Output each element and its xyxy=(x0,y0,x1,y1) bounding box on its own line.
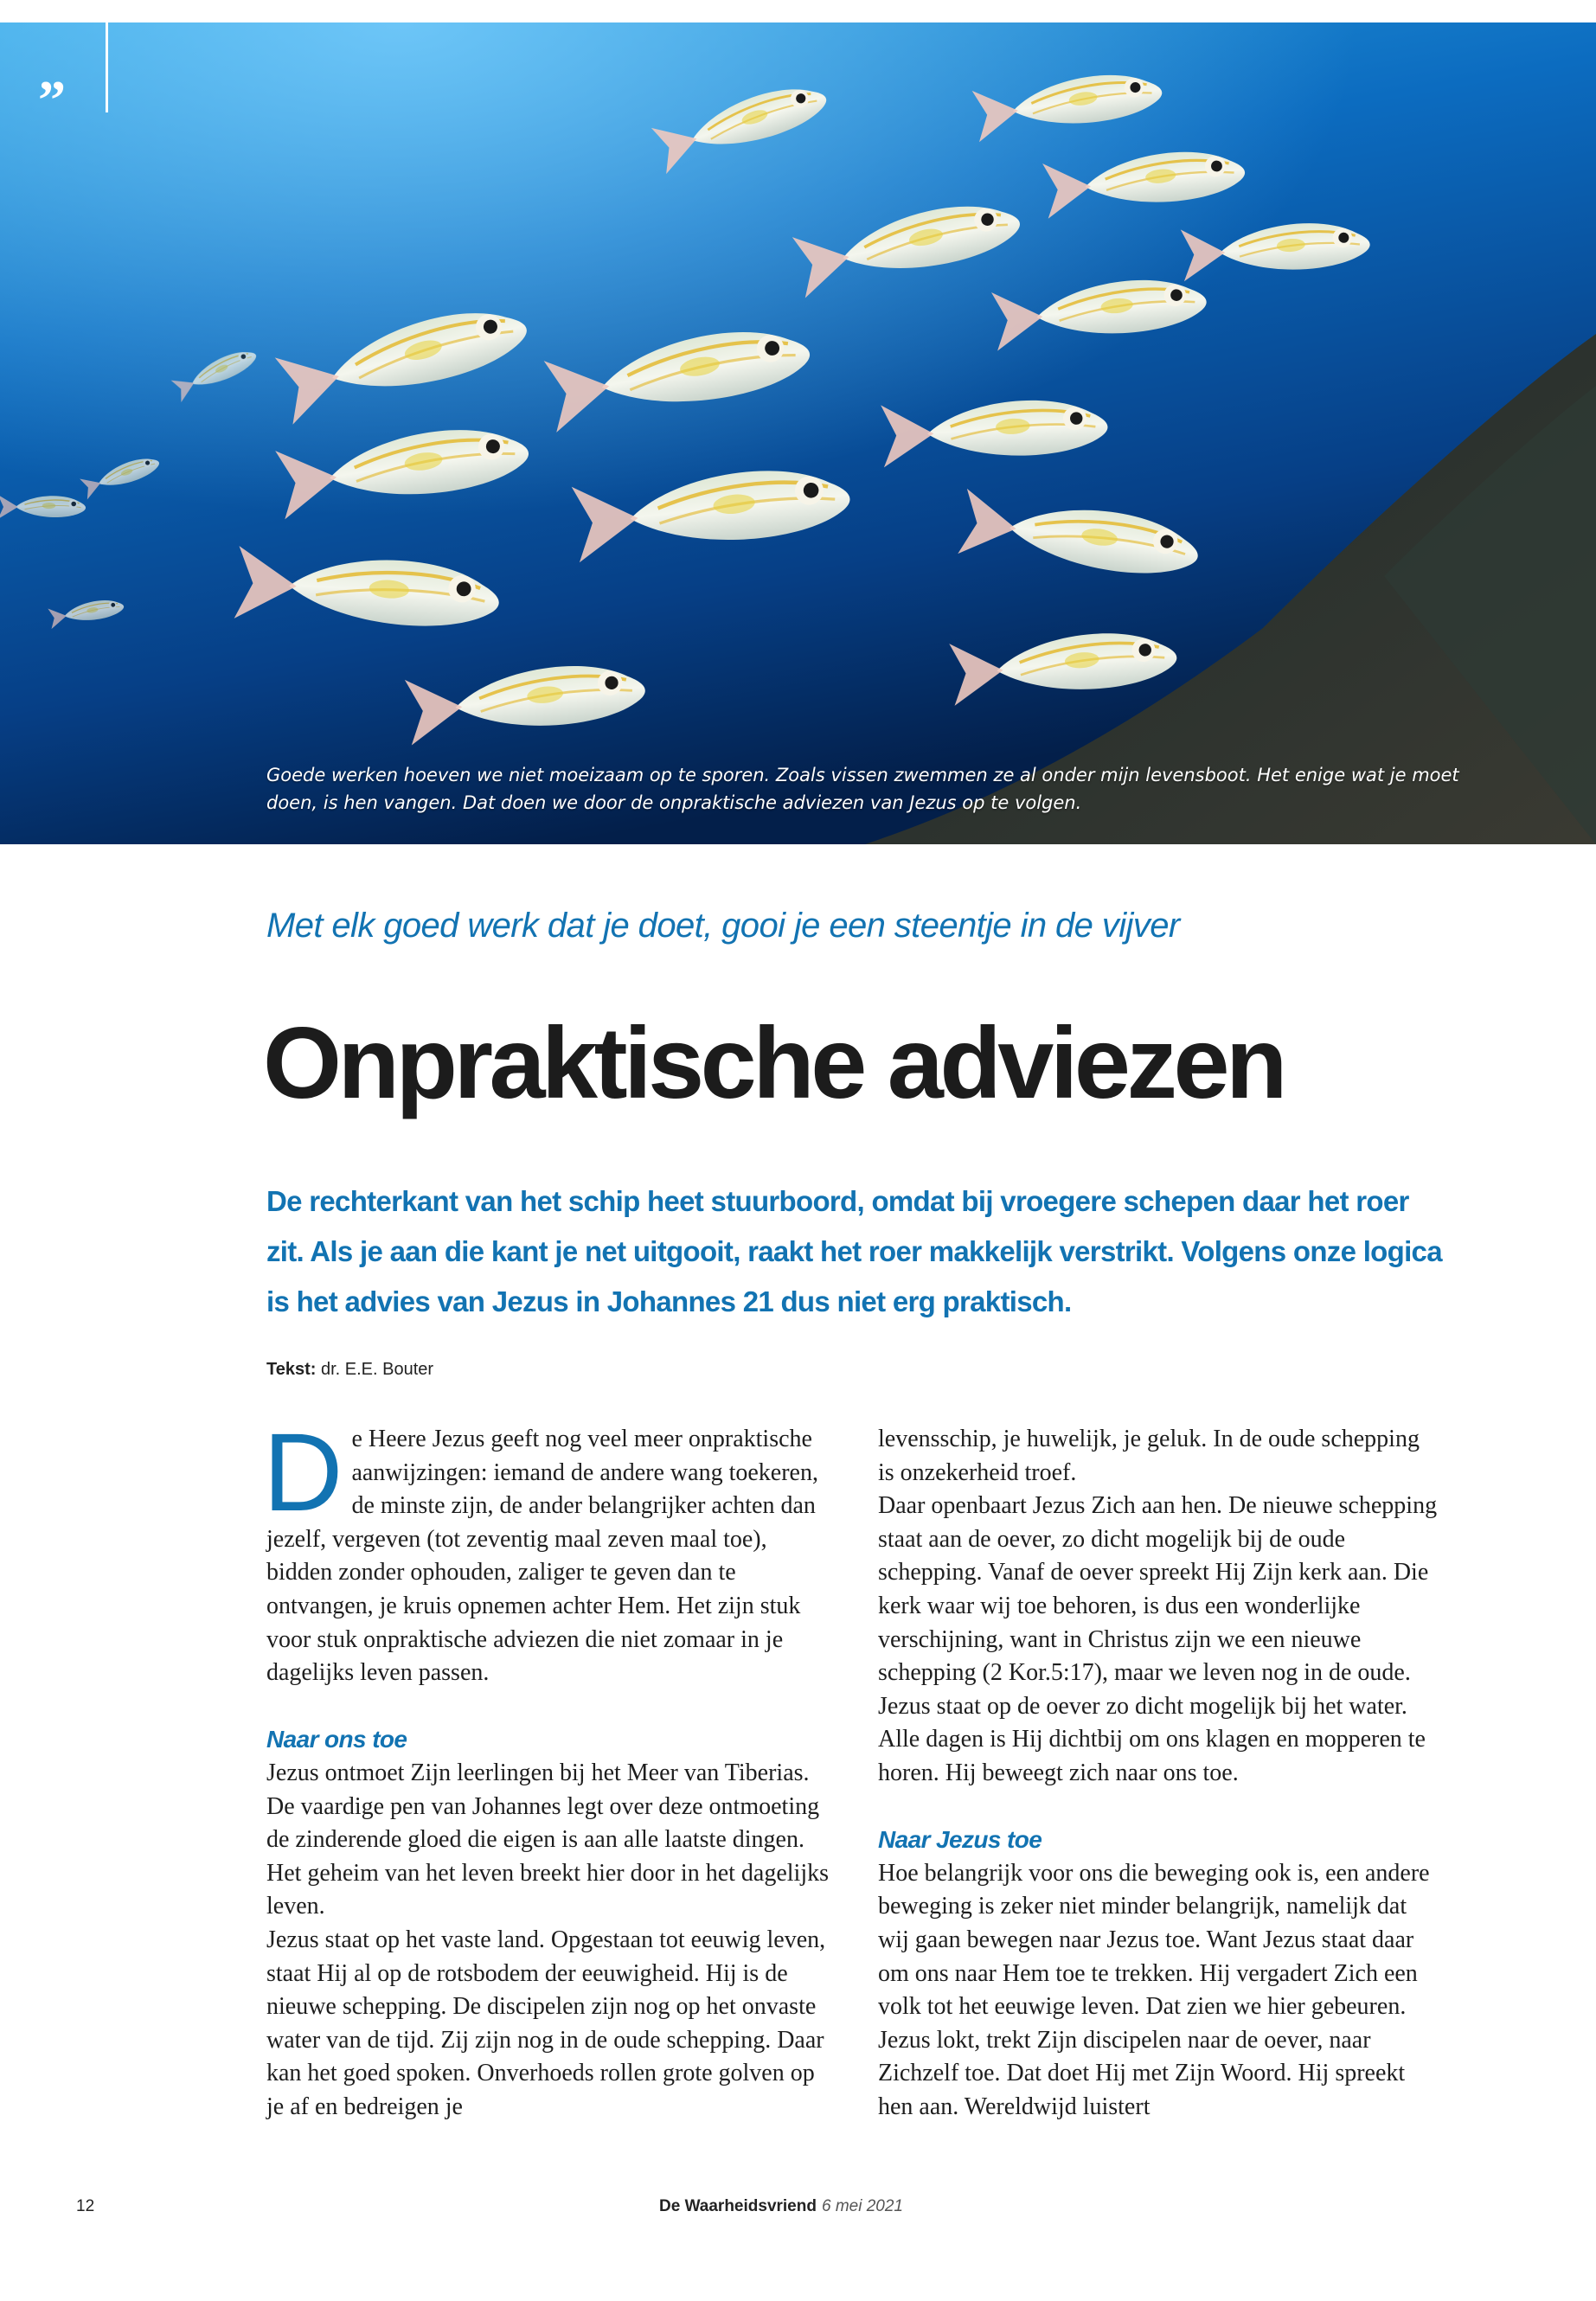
paragraph-text: e Heere Jezus geeft nog veel meer onpraktische aanwijzingen: iemand de andere wang toekeren, de minste zijn, de ander belangrijker achten dan jezelf, vergeven (tot zeventig maal zeven maal toe), bidden zonder ophouden, zaliger te geven dan te ontvangen, je kruis opnemen achter Hem. Het zijn stuk voor stuk onpraktische adviezen die niet zomaar in je dagelijks leven passen. xyxy=(266,1426,818,1687)
school-of-fish-image xyxy=(0,22,1596,844)
byline-label: Tekst: xyxy=(266,1360,317,1379)
body-column-left xyxy=(263,1411,830,2124)
paragraph-gap xyxy=(266,1690,829,1724)
paragraph: Jezus staat op het vaste land. Opgestaan tot eeuwig leven, staat Hij al op de rotsbodem der eeuwigheid. Hij is de nieuwe schepping. De discipelen zijn nog op het onvaste water van de tijd. Zij zijn nog in de oude schepping. Daar kan het goed spoken. Onverhoeds rollen grote golven op je af en bedreigen je xyxy=(266,1926,826,2120)
paragraph: Jezus ontmoet Zijn leerlingen bij het Meer van Tiberias. De vaardige pen van Johannes legt over deze ontmoeting de zinderende gloed die eigen is aan alle laatste dingen. Het geheim van het leven breekt hier door in het dagelijks leven. xyxy=(266,1759,830,1920)
body-column-right xyxy=(878,1423,1440,2124)
article-kicker: Met elk goed werk dat je doet, gooi je een steentje in de vijver xyxy=(266,907,1180,945)
paragraph: levensschip, je huwelijk, je geluk. In de oude schepping is onzekerheid troef. xyxy=(878,1426,1420,1486)
paragraph: Hoe belangrijk voor ons die beweging ook is, een andere beweging is zeker niet minder belangrijk, namelijk dat wij gaan bewegen naar Jezus toe. Want Jezus staat daar om ons naar Hem toe te trekken. Hij vergadert Zich een volk tot het eeuwige leven. Dat zien we hier gebeuren. Jezus lokt, trekt Zijn discipelen naar de oever, naar Zichzelf toe. Dat doet Hij met Zijn Woord. Hij spreekt hen aan. Wereldwijd luistert xyxy=(878,1859,1430,2120)
article-title: Onpraktische adviezen xyxy=(263,1006,1284,1119)
photo-caption: Goede werken hoeven we niet moeizaam op te sporen. Zoals vissen zwemmen ze al onder mijn levensboot. Het enige wat je moet doen, is hen vangen. Dat doen we door de onpraktische adviezen van Jezus op te volgen. xyxy=(266,765,1459,813)
quote-mark: ” xyxy=(38,69,66,131)
section-heading: Naar Jezus toe xyxy=(878,1826,1042,1854)
section-heading: Naar ons toe xyxy=(266,1726,407,1753)
hero-photo xyxy=(0,22,1596,844)
footer-masthead xyxy=(659,2197,903,2216)
page-number: 12 xyxy=(76,2197,95,2215)
quote-rule xyxy=(106,22,108,112)
issue-date: 6 mei 2021 xyxy=(821,2197,903,2215)
paragraph xyxy=(263,1411,829,1690)
byline xyxy=(266,1360,433,1380)
paragraph: Daar openbaart Jezus Zich aan hen. De nieuwe schepping staat aan de oever, zo dicht mogelijk bij de oude schepping. Vanaf de oever spreekt Hij Zijn kerk aan. Die kerk waar wij toe behoren, is dus een wonderlijke verschijning, want in Christus zijn we een nieuwe schepping (2 Kor.5:17), maar we leven nog in de oude. Jezus staat op de oever zo dicht mogelijk bij het water. Alle dagen is Hij dichtbij om ons klagen en mopperen te horen. Hij beweegt zich naar ons toe. xyxy=(878,1492,1438,1786)
article-intro: De rechterkant van het schip heet stuurboord, omdat bij vroegere schepen daar het roer zit. Als je aan die kant je net uitgooit, raakt het roer makkelijk verstrikt. Volgens onze logica is het advies van Jezus in Johannes 21 dus niet erg praktisch. xyxy=(266,1185,1442,1317)
magazine-name: De Waarheidsvriend xyxy=(659,2197,817,2215)
drop-cap: D xyxy=(263,1411,343,1535)
paragraph-gap xyxy=(878,1791,1440,1824)
byline-author: dr. E.E. Bouter xyxy=(320,1360,434,1379)
